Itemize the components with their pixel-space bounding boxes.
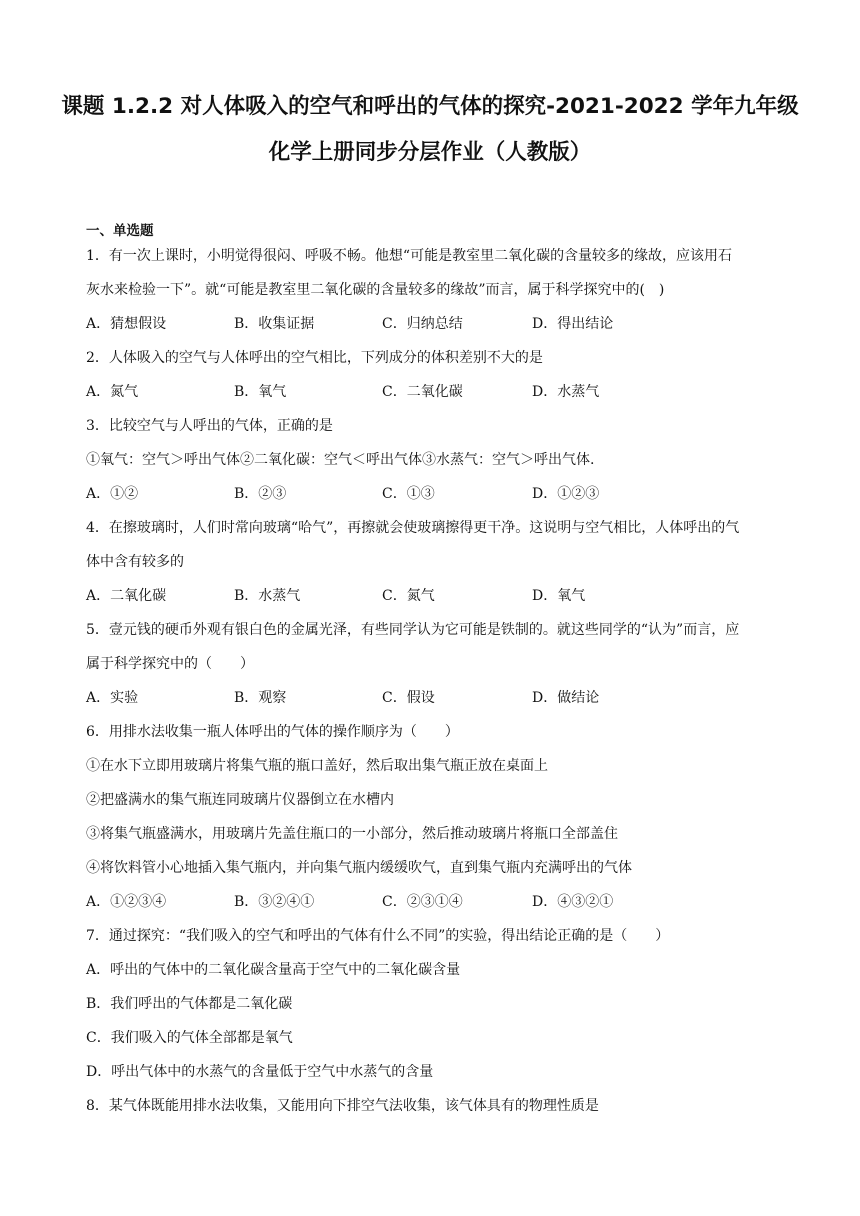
question-3-option-a: A．①②: [86, 486, 139, 502]
question-6-step-3: ③将集气瓶盛满水，用玻璃片先盖住瓶口的一小部分，然后推动玻璃片将瓶口全部盖住: [86, 826, 618, 842]
question-8-line-1: 8．某气体既能用排水法收集，又能用向下排空气法收集，该气体具有的物理性质是: [86, 1098, 599, 1114]
question-4-option-b: B．水蒸气: [234, 588, 301, 604]
question-7-option-c: C．我们吸入的气体全部都是氧气: [86, 1030, 293, 1046]
question-6-option-a: A．①②③④: [86, 894, 167, 910]
title-line-2: 化学上册同步分层作业（人教版）: [268, 140, 592, 165]
question-1-option-b: B．收集证据: [234, 316, 315, 332]
question-3-option-b: B．②③: [234, 486, 287, 502]
question-4-line-1: 4．在擦玻璃时，人们时常向玻璃“哈气”，再擦就会使玻璃擦得更干净。这说明与空气相比，人体呼出的气: [86, 520, 740, 536]
question-6-line-1: 6．用排水法收集一瓶人体呼出的气体的操作顺序为（ ）: [86, 724, 459, 740]
question-6-option-b: B．③②④①: [234, 894, 315, 910]
question-1-line-2: 灰水来检验一下”。就“可能是教室里二氧化碳的含量较多的缘故”而言，属于科学探究中的( ): [86, 282, 665, 298]
question-3-option-c: C．①③: [382, 486, 435, 502]
question-2-option-c: C．二氧化碳: [382, 384, 463, 400]
question-7-option-d: D．呼出气体中的水蒸气的含量低于空气中水蒸气的含量: [86, 1064, 434, 1080]
question-2-option-a: A．氮气: [86, 384, 139, 400]
question-3-option-d: D．①②③: [532, 486, 600, 502]
question-6-option-d: D．④③②①: [532, 894, 614, 910]
question-7-option-a: A．呼出的气体中的二氧化碳含量高于空气中的二氧化碳含量: [86, 962, 461, 978]
question-1-option-c: C．归纳总结: [382, 316, 463, 332]
question-7-option-b: B．我们呼出的气体都是二氧化碳: [86, 996, 293, 1012]
question-1-option-d: D．得出结论: [532, 316, 614, 332]
question-7-line-1: 7．通过探究：“我们吸入的空气和呼出的气体有什么不同”的实验，得出结论正确的是（ ）: [86, 928, 670, 944]
question-2-line-1: 2．人体吸入的空气与人体呼出的空气相比，下列成分的体积差别不大的是: [86, 350, 543, 366]
question-6-step-1: ①在水下立即用玻璃片将集气瓶的瓶口盖好，然后取出集气瓶正放在桌面上: [86, 758, 548, 774]
question-5-option-b: B．观察: [234, 690, 287, 706]
document-title: [60, 84, 800, 176]
question-3-line-2: ①氧气：空气＞呼出气体②二氧化碳：空气＜呼出气体③水蒸气：空气＞呼出气体.: [86, 452, 595, 468]
question-5-line-2: 属于科学探究中的（ ）: [86, 656, 254, 672]
question-5-option-d: D．做结论: [532, 690, 600, 706]
question-3-line-1: 3．比较空气与人呼出的气体，正确的是: [86, 418, 333, 434]
question-2-option-b: B．氧气: [234, 384, 287, 400]
question-1-line-1: 1．有一次上课时，小明觉得很闷、呼吸不畅。他想“可能是教室里二氧化碳的含量较多的缘故，应该用石: [86, 248, 733, 264]
question-5-option-c: C．假设: [382, 690, 435, 706]
question-4-option-c: C．氮气: [382, 588, 435, 604]
question-2-option-d: D．水蒸气: [532, 384, 600, 400]
section-heading: 一、单选题: [86, 223, 154, 239]
question-5-option-a: A．实验: [86, 690, 139, 706]
title-line-1: 课题 1.2.2 对人体吸入的空气和呼出的气体的探究-2021-2022 学年九年级: [61, 94, 799, 119]
question-4-option-d: D．氧气: [532, 588, 586, 604]
question-5-line-1: 5．壹元钱的硬币外观有银白色的金属光泽，有些同学认为它可能是铁制的。就这些同学的“认为”而言，应: [86, 622, 740, 638]
question-4-option-a: A．二氧化碳: [86, 588, 167, 604]
question-6-step-4: ④将饮料管小心地插入集气瓶内，并向集气瓶内缓缓吹气，直到集气瓶内充满呼出的气体: [86, 860, 632, 876]
question-4-line-2: 体中含有较多的: [86, 554, 184, 570]
question-6-step-2: ②把盛满水的集气瓶连同玻璃片仪器倒立在水槽内: [86, 792, 394, 808]
question-1-option-a: A．猜想假设: [86, 316, 167, 332]
question-6-option-c: C．②③①④: [382, 894, 463, 910]
